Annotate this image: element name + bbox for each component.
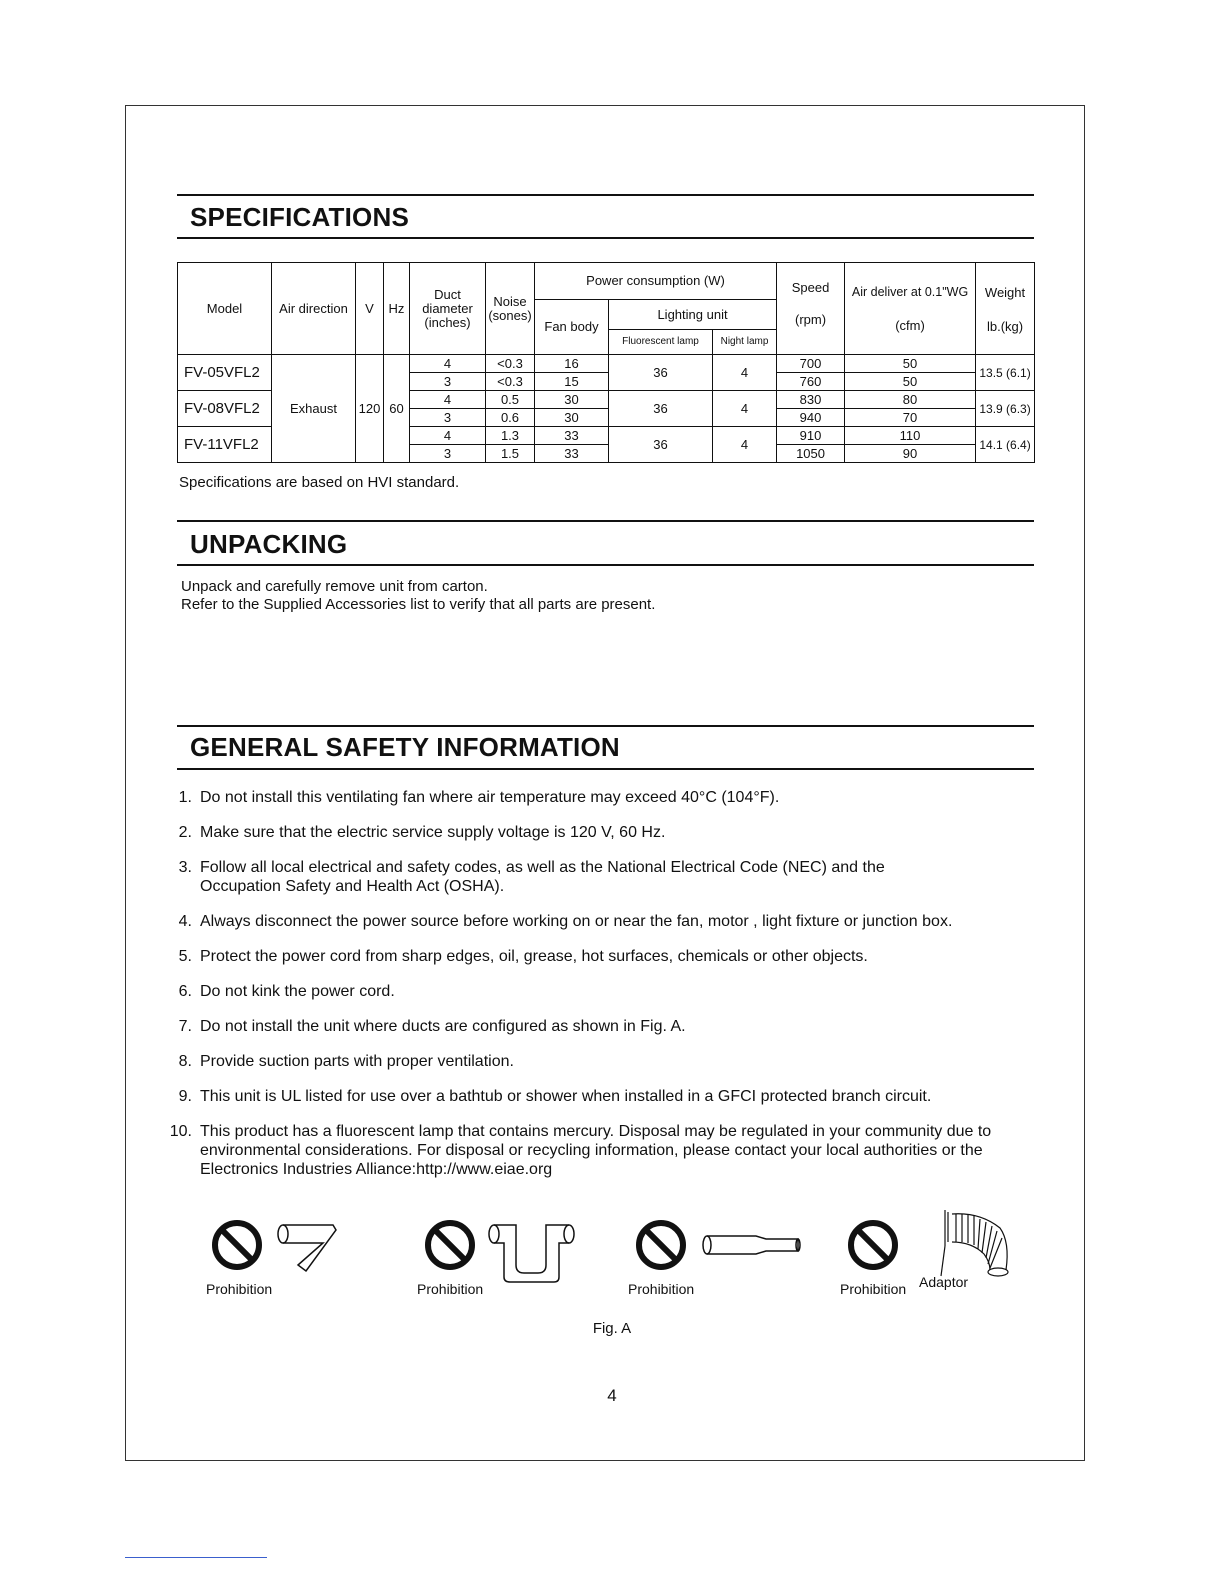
fan-value: 33 xyxy=(535,427,609,445)
list-item: 3. Follow all local electrical and safety codes, as well as the National Electrical Code (NEC) and the Occupation Safety and Health Act (OSHA). xyxy=(178,859,885,895)
unpacking-line-2: Refer to the Supplied Accessories list to verify that all parts are present. xyxy=(181,596,656,613)
model-name: FV-11VFL2 xyxy=(178,427,272,463)
noise-value: 1.3 xyxy=(486,427,535,445)
voltage-value: 120 xyxy=(356,355,384,463)
noise-value: 1.5 xyxy=(486,445,535,463)
duct-value: 4 xyxy=(410,427,486,445)
weight-value: 13.5 (6.1) xyxy=(976,355,1035,391)
list-item: 10. This product has a fluorescent lamp that contains mercury. Disposal may be regulated in your community due to environmental considerations. For disposal or recycling information, please contact your local authorities or the Electronics Industries Alliance:http://www.eiae.org xyxy=(169,1123,992,1178)
list-item: 6. Do not kink the power cord. xyxy=(178,983,395,1000)
hz-value: 60 xyxy=(384,355,410,463)
speed-value: 1050 xyxy=(777,445,845,463)
air-value: 70 xyxy=(845,409,976,427)
prohibition-label: Prohibition xyxy=(628,1281,695,1297)
header-weight: Weight lb.(kg) xyxy=(976,263,1035,355)
noise-value: 0.6 xyxy=(486,409,535,427)
duct-value: 3 xyxy=(410,445,486,463)
list-item: 4. Always disconnect the power source before working on or near the fan, motor , light fixture or junction box. xyxy=(178,913,953,930)
speed-value: 830 xyxy=(777,391,845,409)
unpacking-title: UNPACKING xyxy=(190,529,348,559)
header-speed: Speed (rpm) xyxy=(777,263,845,355)
u-bend-duct-icon xyxy=(489,1225,574,1282)
fan-value: 16 xyxy=(535,355,609,373)
fluorescent-value: 36 xyxy=(609,355,713,391)
air-value: 90 xyxy=(845,445,976,463)
safety-title: GENERAL SAFETY INFORMATION xyxy=(190,732,620,762)
figure-caption: Fig. A xyxy=(592,1320,632,1337)
header-air-direction: Air direction xyxy=(272,263,356,355)
duct-value: 3 xyxy=(410,409,486,427)
air-value: 50 xyxy=(845,355,976,373)
header-fluorescent: Fluorescent lamp xyxy=(609,330,713,355)
specifications-title: SPECIFICATIONS xyxy=(190,202,410,232)
unpacking-line-1: Unpack and carefully remove unit from carton. xyxy=(181,578,488,595)
prohibition-label: Prohibition xyxy=(206,1281,273,1297)
elbow-duct-icon xyxy=(278,1225,336,1271)
noise-value: <0.3 xyxy=(486,373,535,391)
list-item: 8. Provide suction parts with proper ventilation. xyxy=(178,1053,514,1070)
header-power: Power consumption (W) xyxy=(535,263,777,300)
weight-value: 13.9 (6.3) xyxy=(976,391,1035,427)
duct-value: 4 xyxy=(410,391,486,409)
speed-value: 760 xyxy=(777,373,845,391)
adaptor-label: Adaptor xyxy=(919,1274,969,1290)
header-noise: Noise (sones) xyxy=(486,263,535,355)
fluorescent-value: 36 xyxy=(609,427,713,463)
list-item: 2. Make sure that the electric service supply voltage is 120 V, 60 Hz. xyxy=(178,824,666,841)
air-value: 50 xyxy=(845,373,976,391)
speed-value: 940 xyxy=(777,409,845,427)
specifications-table xyxy=(177,262,1035,463)
list-item: 7. Do not install the unit where ducts are configured as shown in Fig. A. xyxy=(178,1018,686,1035)
list-item: 9. This unit is UL listed for use over a bathtub or shower when installed in a GFCI protected branch circuit. xyxy=(178,1088,932,1105)
duct-value: 3 xyxy=(410,373,486,391)
spec-note: Specifications are based on HVI standard. xyxy=(179,474,460,491)
prohibition-icon xyxy=(639,1223,683,1267)
weight-value: 14.1 (6.4) xyxy=(976,427,1035,463)
prohibition-label: Prohibition xyxy=(840,1281,907,1297)
header-hz: Hz xyxy=(384,263,410,355)
header-fan-body: Fan body xyxy=(535,300,609,355)
fan-value: 33 xyxy=(535,445,609,463)
safety-list xyxy=(160,788,1050,1179)
night-value: 4 xyxy=(713,355,777,391)
prohibition-label: Prohibition xyxy=(417,1281,484,1297)
fluorescent-value: 36 xyxy=(609,391,713,427)
list-item: 5. Protect the power cord from sharp edges, oil, grease, hot surfaces, chemicals or other objects. xyxy=(178,948,868,965)
prohibition-icon xyxy=(215,1223,259,1267)
fan-value: 30 xyxy=(535,409,609,427)
list-item: 1. Do not install this ventilating fan where air temperature may exceed 40°C (104°F). xyxy=(178,789,780,806)
air-direction-value: Exhaust xyxy=(272,355,356,463)
header-air-deliver: Air deliver at 0.1"WG (cfm) xyxy=(845,263,976,355)
noise-value: 0.5 xyxy=(486,391,535,409)
prohibition-reducer-figure xyxy=(628,1205,808,1285)
air-value: 110 xyxy=(845,427,976,445)
header-night: Night lamp xyxy=(713,330,777,355)
fan-value: 15 xyxy=(535,373,609,391)
flexible-duct-icon xyxy=(941,1210,1008,1276)
header-model: Model xyxy=(178,263,272,355)
header-duct: Duct diameter (inches) xyxy=(410,263,486,355)
night-value: 4 xyxy=(713,427,777,463)
model-name: FV-08VFL2 xyxy=(178,391,272,427)
air-value: 80 xyxy=(845,391,976,409)
prohibition-icon xyxy=(428,1223,472,1267)
noise-value: <0.3 xyxy=(486,355,535,373)
section-rule-bottom xyxy=(177,237,1034,239)
model-name: FV-05VFL2 xyxy=(178,355,272,391)
prohibition-elbow-figure xyxy=(205,1205,345,1285)
speed-value: 700 xyxy=(777,355,845,373)
duct-value: 4 xyxy=(410,355,486,373)
section-rule-bottom xyxy=(177,768,1034,770)
footnote-rule xyxy=(125,1557,267,1558)
fan-value: 30 xyxy=(535,391,609,409)
reducer-duct-icon xyxy=(703,1236,800,1254)
speed-value: 910 xyxy=(777,427,845,445)
night-value: 4 xyxy=(713,391,777,427)
section-rule-top xyxy=(177,194,1034,196)
page-number: 4 xyxy=(607,1386,617,1405)
header-lighting-unit: Lighting unit xyxy=(609,300,777,330)
prohibition-icon xyxy=(851,1223,895,1267)
section-rule-top xyxy=(177,520,1034,522)
section-rule-top xyxy=(177,725,1034,727)
prohibition-u-bend-figure xyxy=(417,1205,587,1285)
header-v: V xyxy=(356,263,384,355)
section-rule-bottom xyxy=(177,564,1034,566)
